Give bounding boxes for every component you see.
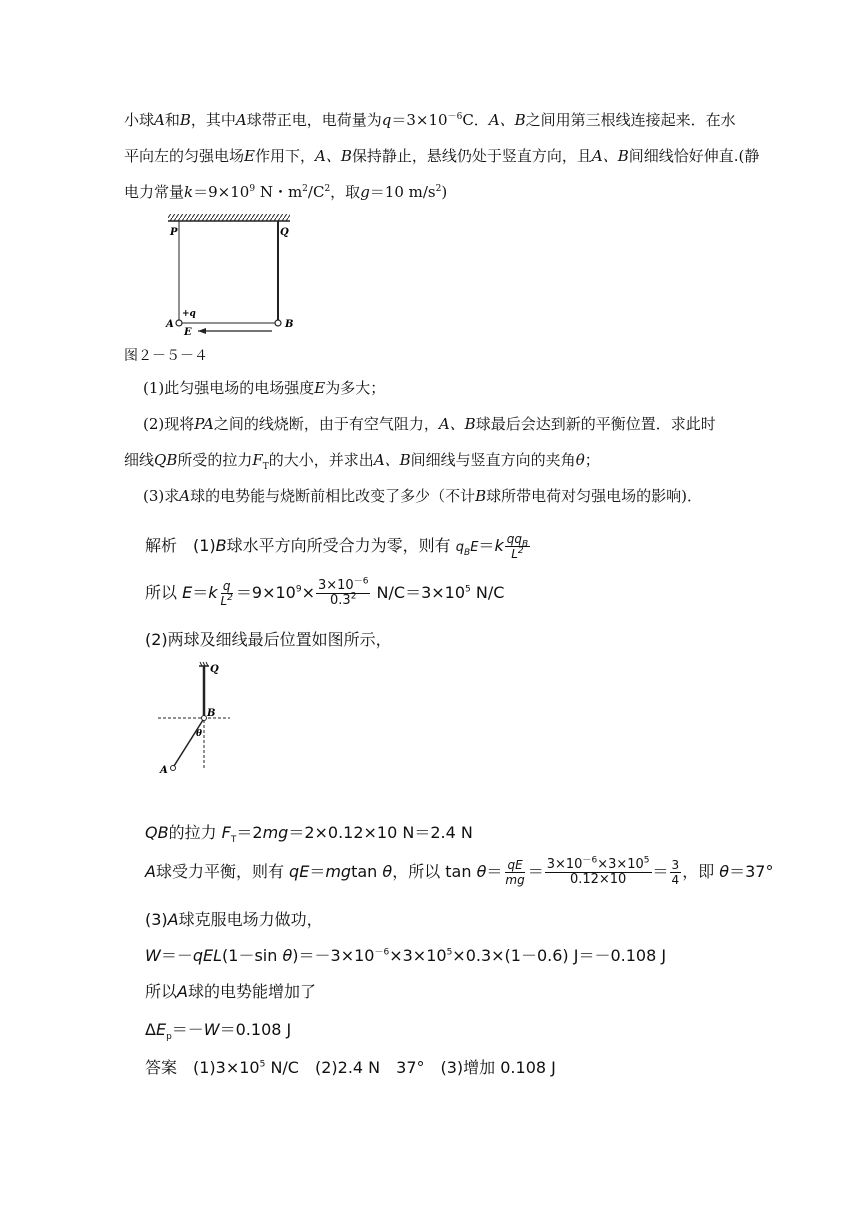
label-B: B xyxy=(207,708,216,719)
exponent: 2 xyxy=(302,184,308,194)
text: 之间的线烧断，由于有空气阻力， xyxy=(213,415,439,433)
text: 的拉力 xyxy=(168,823,222,842)
text: θ xyxy=(382,862,393,881)
text: 球受力平衡，则有 xyxy=(155,862,290,881)
text: 之间用第三根线连接起来．在水 xyxy=(525,111,736,129)
text: qEL xyxy=(192,946,223,965)
text: 0.12×10 xyxy=(569,872,627,887)
text: 和 xyxy=(164,111,180,129)
exponent: 5 xyxy=(259,1059,266,1070)
text: × xyxy=(301,583,315,602)
text: ； xyxy=(584,451,600,469)
text: ×0.3×(1－0.6) J＝－0.108 J xyxy=(452,946,667,965)
fraction xyxy=(670,858,682,887)
label-A: A xyxy=(160,765,168,775)
text: (3)求 xyxy=(143,487,180,505)
text: k xyxy=(184,183,194,201)
text: W xyxy=(203,1020,220,1039)
exponent: 2 xyxy=(435,184,442,194)
text: A、B xyxy=(488,111,526,129)
text: B xyxy=(215,536,227,555)
label-B: B xyxy=(285,319,294,330)
text: ＝ xyxy=(309,862,326,881)
text: 3×10 xyxy=(318,578,354,593)
text: E xyxy=(244,147,255,165)
label-E: E xyxy=(184,327,192,337)
text: )＝－3×10 xyxy=(292,946,375,965)
text: 0.3 xyxy=(330,593,351,608)
question-2-line-2 xyxy=(124,450,600,470)
text: k xyxy=(494,536,504,555)
text: A xyxy=(177,982,188,1001)
text: 球所带电荷对匀强电场的影响)． xyxy=(486,487,702,505)
text: ＝37° xyxy=(729,862,774,881)
problem-line-3 xyxy=(124,182,447,202)
text: θ xyxy=(719,862,730,881)
text: q xyxy=(222,579,231,593)
text: A、B xyxy=(591,147,629,165)
subscript: T xyxy=(230,835,237,846)
fraction xyxy=(218,579,234,608)
text: 所以 xyxy=(145,583,183,602)
figure-1-diagram xyxy=(160,212,310,337)
exponent: －6 xyxy=(374,947,390,958)
text: mg xyxy=(262,823,289,842)
text: N/C xyxy=(470,583,505,602)
text: 保持静止，悬线仍处于竖直方向，且 xyxy=(351,147,592,165)
fraction xyxy=(505,532,530,561)
text: ，即 xyxy=(682,862,720,881)
text: 的大小，并求出 xyxy=(268,451,374,469)
text: A、B xyxy=(438,415,476,433)
text: qq xyxy=(506,532,522,546)
text: 球水平方向所受合力为零，则有 xyxy=(226,536,456,555)
text: ＝－ xyxy=(160,946,193,965)
text: 球克服电场力做功， xyxy=(178,910,323,929)
ball-B xyxy=(202,716,207,721)
solution-line-8 xyxy=(145,982,316,1002)
text: A、B xyxy=(373,451,411,469)
subscript: T xyxy=(262,462,269,472)
text: 细线 xyxy=(124,451,155,469)
text: N/C＝3×10 xyxy=(371,583,466,602)
text: ＝ xyxy=(478,536,495,555)
question-2-line-1 xyxy=(143,414,716,434)
fraction xyxy=(316,576,370,608)
ball-B xyxy=(275,320,281,326)
text: qE xyxy=(507,858,523,872)
text: 球的电势能增加了 xyxy=(187,982,316,1001)
text: N・m xyxy=(255,183,303,201)
text: A xyxy=(235,111,247,129)
text: (1)此匀强电场的电场强度 xyxy=(143,379,315,397)
text: ，取 xyxy=(330,183,361,201)
text: 小球 xyxy=(124,111,155,129)
text: qE xyxy=(289,862,310,881)
text: mg xyxy=(505,873,525,887)
text: ＝2 xyxy=(236,823,263,842)
label-Q: Q xyxy=(210,664,219,675)
text: L xyxy=(220,594,228,608)
text: A xyxy=(167,910,179,929)
label-Q: Q xyxy=(280,227,289,238)
text: ＝10 m/s xyxy=(369,183,436,201)
exponent: 9 xyxy=(249,184,256,194)
fraction xyxy=(545,855,652,887)
text: Δ xyxy=(145,1020,156,1039)
text: k xyxy=(208,583,218,602)
text: A xyxy=(154,111,165,129)
label-theta: θ xyxy=(196,729,203,739)
text: 平向左的匀强电场 xyxy=(124,147,245,165)
text: tan xyxy=(351,862,383,881)
exponent: －6 xyxy=(582,855,598,866)
text: L xyxy=(511,547,518,561)
text: ＝9×10 xyxy=(193,183,250,201)
answer-line xyxy=(145,1058,556,1078)
text: ) xyxy=(441,183,448,201)
text: QB xyxy=(145,823,169,842)
question-1 xyxy=(143,378,385,398)
ball-A xyxy=(176,320,182,326)
text: N/C (2)2.4 N 37° (3)增加 0.108 J xyxy=(265,1058,556,1077)
text: ＝2×0.12×10 N＝2.4 N xyxy=(288,823,473,842)
text: ＝3×10 xyxy=(391,111,448,129)
text: 球带正电，电荷量为 xyxy=(246,111,382,129)
figure-2-diagram xyxy=(155,660,245,775)
subscript: B xyxy=(521,539,529,550)
text: θ xyxy=(575,451,585,469)
text: PA xyxy=(194,415,214,433)
text: 解析 (1) xyxy=(145,536,216,555)
exponent: 2 xyxy=(227,593,233,603)
solution-line-9 xyxy=(145,1020,292,1043)
text: E xyxy=(314,379,326,397)
exponent: 9 xyxy=(295,584,302,595)
text: 3×10 xyxy=(546,857,583,872)
text: ＝ xyxy=(527,862,544,881)
solution-line-3: (2)两球及细线最后位置如图所示， xyxy=(145,630,392,649)
text: 球最后会达到新的平衡位置．求此时 xyxy=(475,415,716,433)
solution-line-7 xyxy=(145,946,666,966)
text: ＝0.108 J xyxy=(219,1020,292,1039)
exponent: －6 xyxy=(447,112,463,122)
text: 3 xyxy=(671,858,680,872)
text: C． xyxy=(462,111,489,129)
text: 所受的拉力 xyxy=(177,451,253,469)
text: ＝ xyxy=(192,583,209,602)
label-P: P xyxy=(170,227,178,238)
text: θ xyxy=(282,946,293,965)
text: A xyxy=(179,487,191,505)
text: (3) xyxy=(145,910,168,929)
text: ×3×10 xyxy=(389,946,447,965)
text: 间细线恰好伸直.(静 xyxy=(628,147,760,165)
text: q xyxy=(381,111,392,129)
solution-line-5 xyxy=(145,857,773,887)
text: 间细线与竖直方向的夹角 xyxy=(410,451,576,469)
text: 答案 (1)3×10 xyxy=(145,1058,260,1077)
string-AB xyxy=(174,720,203,766)
text: 所以 xyxy=(145,982,178,1001)
text: 球的电势能与烧断前相比改变了多少（不计 xyxy=(190,487,476,505)
text: ＝9×10 xyxy=(235,583,296,602)
text: E xyxy=(182,583,193,602)
text: (1－sin xyxy=(222,946,283,965)
text: ＝ xyxy=(652,862,669,881)
ceiling xyxy=(168,214,290,221)
exponent: 5 xyxy=(446,947,453,958)
text: QB xyxy=(154,451,178,469)
exponent: －6 xyxy=(353,576,369,587)
solution-line-4 xyxy=(145,823,473,846)
text: g xyxy=(360,183,370,201)
text: E xyxy=(470,540,479,555)
subscript: p xyxy=(166,1032,172,1043)
text: ，所以 tan xyxy=(392,862,477,881)
label-charge: +q xyxy=(182,309,196,319)
text: A xyxy=(145,862,156,881)
exponent: 2 xyxy=(324,184,331,194)
text: 为多大； xyxy=(325,379,386,397)
text: F xyxy=(252,451,263,469)
exponent: 2 xyxy=(350,591,357,602)
exponent: 2 xyxy=(517,546,524,556)
solution-line-1 xyxy=(145,532,531,562)
text: B xyxy=(475,487,487,505)
text: q xyxy=(455,540,465,555)
text: /C xyxy=(307,183,325,201)
text: ＝－ xyxy=(171,1020,204,1039)
problem-line-1 xyxy=(124,110,736,130)
text: E xyxy=(155,1020,167,1039)
ball-A xyxy=(171,766,176,771)
solution-line-2 xyxy=(145,578,504,608)
fraction xyxy=(503,858,526,887)
text: A、B xyxy=(314,147,352,165)
subscript: B xyxy=(464,548,471,559)
text: ，其中 xyxy=(190,111,236,129)
text: 4 xyxy=(671,873,680,887)
exponent: 5 xyxy=(643,855,650,866)
text: ＝ xyxy=(486,862,503,881)
text: mg xyxy=(325,862,352,881)
exponent: 5 xyxy=(465,584,471,595)
field-arrowhead xyxy=(198,328,206,334)
text: (2)现将 xyxy=(143,415,195,433)
text: 电力常量 xyxy=(124,183,185,201)
label-A: A xyxy=(166,319,174,330)
figure-1-caption: 图２－５－４ xyxy=(124,348,208,364)
text: W xyxy=(145,946,161,965)
problem-line-2 xyxy=(124,146,759,166)
solution-line-6 xyxy=(145,910,323,930)
text: 作用下， xyxy=(254,147,315,165)
text: B xyxy=(179,111,191,129)
question-3 xyxy=(143,486,702,506)
text: ×3×10 xyxy=(597,857,644,872)
text: θ xyxy=(476,862,487,881)
text: F xyxy=(221,823,231,842)
